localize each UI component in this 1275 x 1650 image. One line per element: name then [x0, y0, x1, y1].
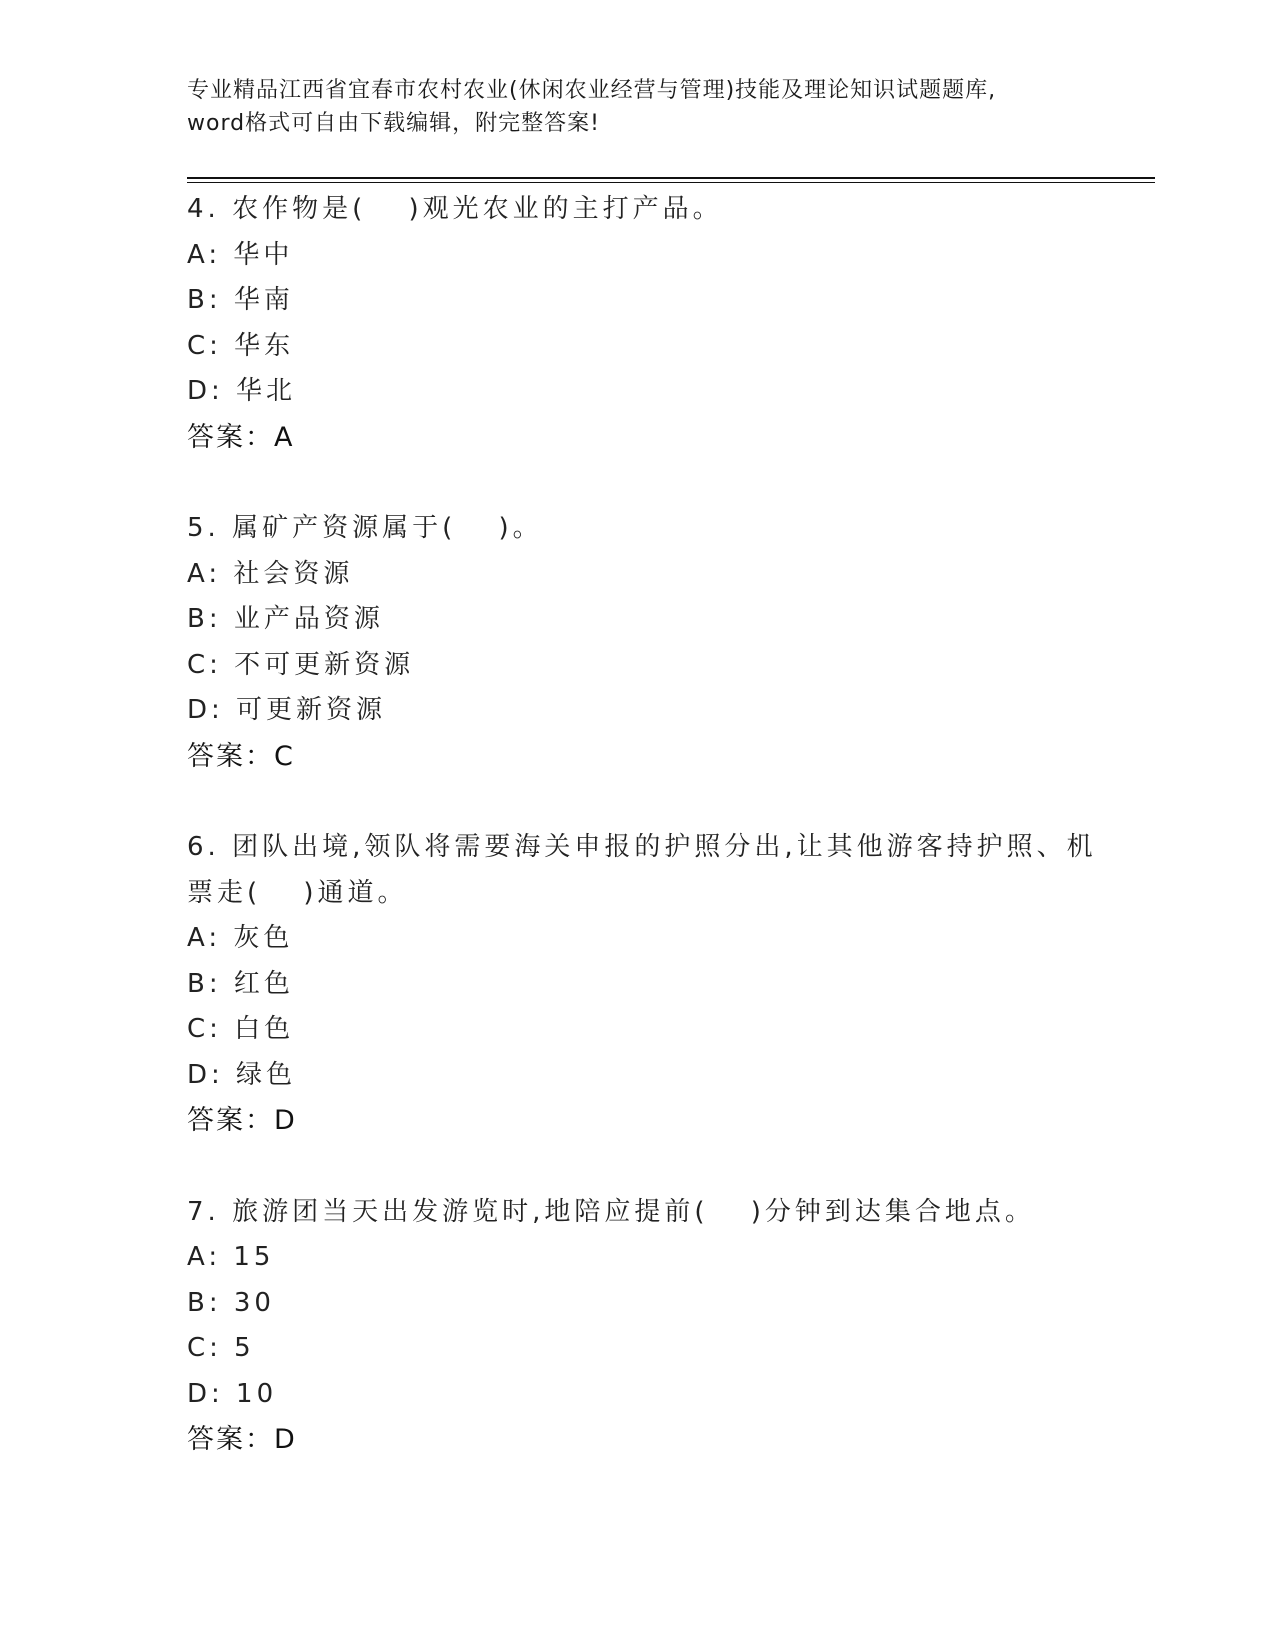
option-b: B: 红色 — [187, 968, 294, 999]
option-b: B: 30 — [187, 1287, 275, 1318]
document-header — [187, 74, 1087, 140]
answer-label: 答案： — [187, 1105, 274, 1136]
answer-value: C — [274, 740, 294, 772]
question-stem: 4. 农作物是( )观光农业的主打产品。 — [187, 194, 723, 224]
answer-label: 答案： — [187, 1424, 274, 1455]
answer-label: 答案： — [187, 421, 274, 453]
option-b: B: 业产品资源 — [187, 604, 384, 634]
question-stem: 7. 旅游团当天出发游览时,地陪应提前( )分钟到达集合地点。 — [187, 1196, 1035, 1227]
option-c: C: 不可更新资源 — [187, 649, 415, 680]
question-stem-line-1: 6. 团队出境,领队将需要海关申报的护照分出,让其他游客持护照、机 — [187, 832, 1097, 862]
option-a: A: 华中 — [187, 239, 294, 270]
question-stem-line-2: 票走( )通道。 — [187, 877, 408, 908]
question-7 — [187, 1190, 1087, 1463]
option-a: A: 15 — [187, 1242, 275, 1272]
option-d: D: 绿色 — [187, 1059, 297, 1090]
question-list — [187, 187, 1097, 1509]
answer-value: A — [274, 421, 294, 453]
option-a: A: 社会资源 — [187, 558, 354, 589]
header-title-line-2: word格式可自由下载编辑，附完整答案! — [187, 111, 600, 136]
option-b: B: 华南 — [187, 285, 294, 315]
answer-line — [187, 1417, 1087, 1463]
option-c: C: 5 — [187, 1333, 255, 1363]
answer-value: D — [274, 1424, 296, 1455]
question-stem: 5. 属矿产资源属于( )。 — [187, 513, 543, 543]
answer-value: D — [274, 1105, 296, 1136]
header-title-line-1: 专业精品江西省宜春市农村农业(休闲农业经营与管理)技能及理论知识试题题库, — [187, 78, 997, 103]
question-6 — [187, 825, 1097, 1144]
answer-line — [187, 415, 1087, 461]
answer-label: 答案： — [187, 740, 274, 772]
option-d: D: 可更新资源 — [187, 695, 387, 725]
option-a: A: 灰色 — [187, 923, 294, 953]
header-divider-thick — [187, 177, 1155, 179]
answer-line — [187, 734, 1087, 780]
option-d: D: 10 — [187, 1378, 278, 1409]
question-4 — [187, 187, 1087, 460]
option-d: D: 华北 — [187, 376, 297, 406]
question-5 — [187, 506, 1087, 779]
header-divider-thin — [187, 182, 1155, 183]
option-c: C: 白色 — [187, 1014, 295, 1044]
option-c: C: 华东 — [187, 330, 295, 361]
answer-line — [187, 1098, 1087, 1144]
